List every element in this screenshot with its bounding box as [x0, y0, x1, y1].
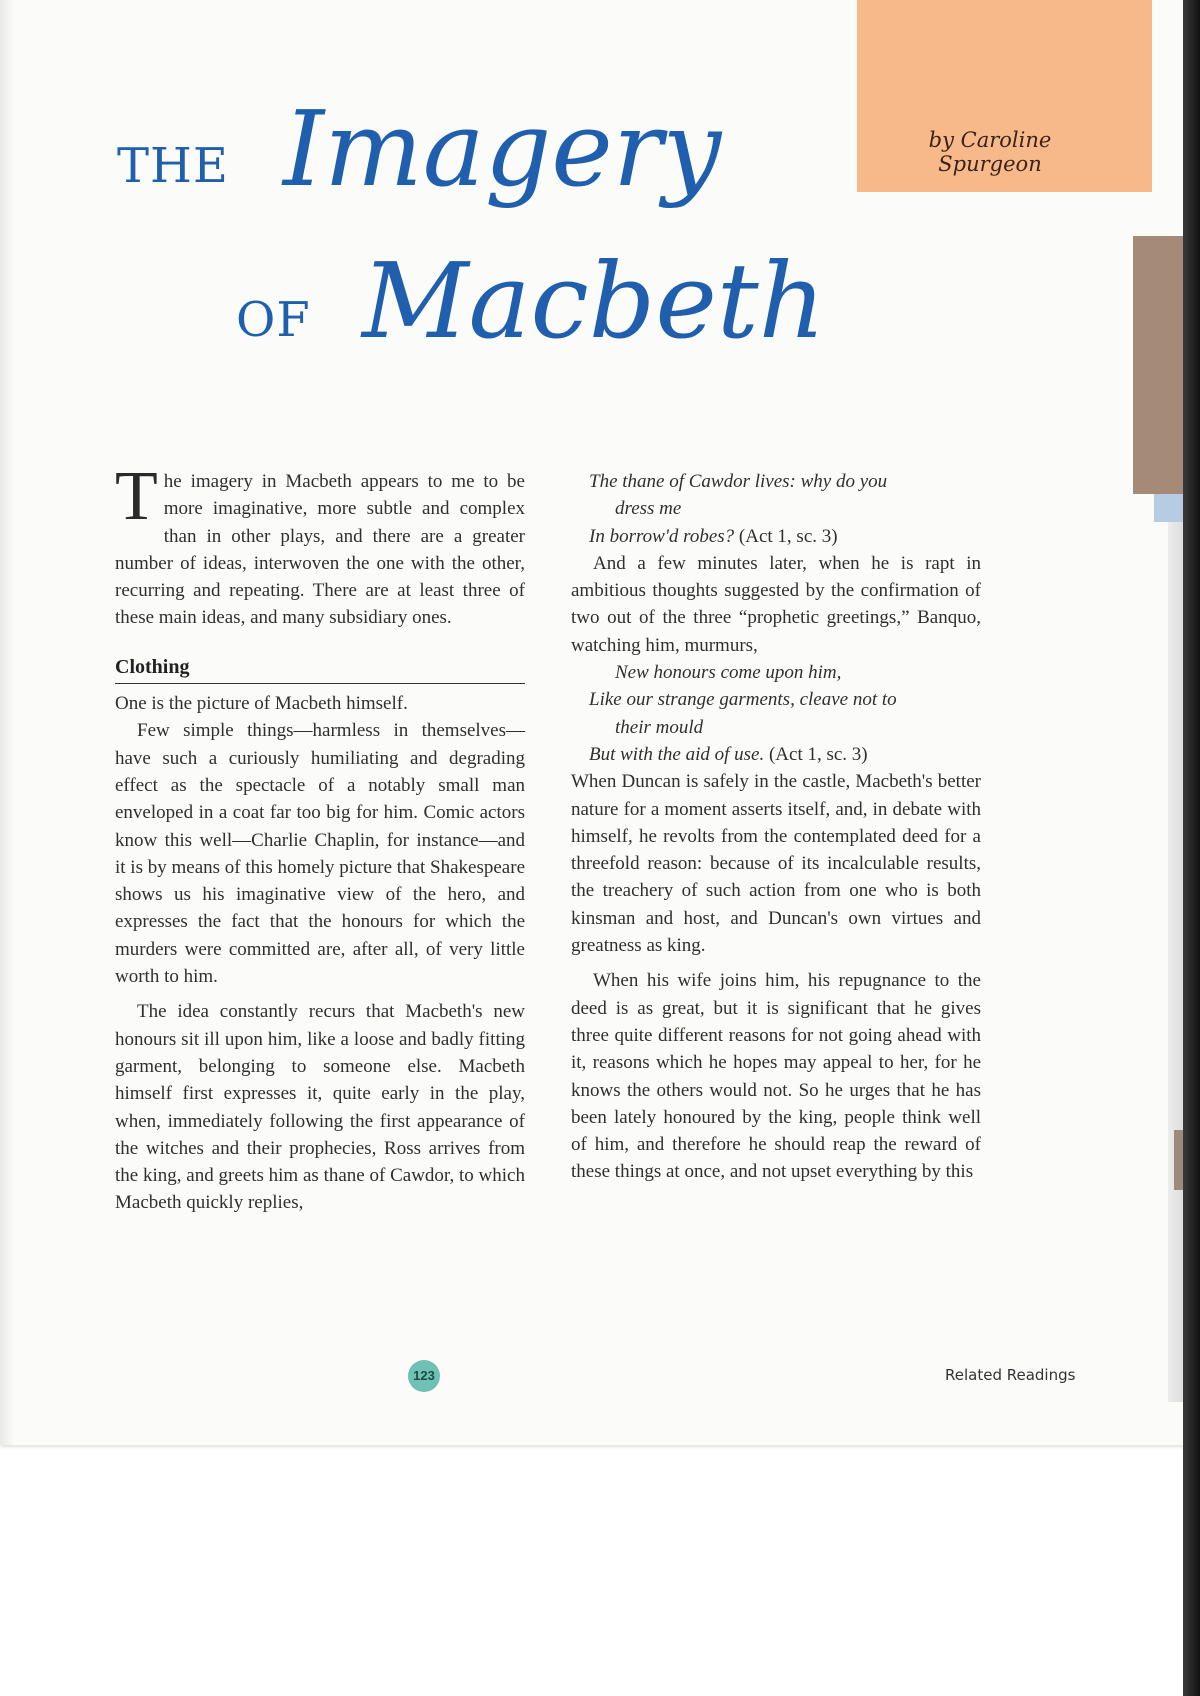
left-column — [115, 458, 525, 1217]
drop-cap: T — [115, 458, 158, 535]
quote-citation: (Act 1, sc. 3) — [764, 743, 868, 765]
page-edge — [0, 0, 14, 1445]
paragraph: The idea constantly recurs that Macbeth's new honours sit ill upon him, like a loose and badly fitting garment, belonging to someone else. Macbeth himself first expresses it, quite early in the play, when, immediately following the first appearance of the witches and their prophecies, Ross arrives from the king, and greets him as thane of Cawdor, to which Macbeth quickly replies, — [115, 1001, 525, 1214]
intro-paragraph — [115, 458, 525, 632]
footer-label: Related Readings — [945, 1366, 1076, 1384]
paragraph: One is the picture of Macbeth himself. — [115, 693, 408, 715]
section-heading: Clothing — [115, 654, 525, 684]
quote-text: But with the aid of use. — [589, 743, 765, 765]
right-column — [571, 468, 981, 1186]
intro-text: he imagery in Macbeth appears to me to be more imaginative, more subtle and complex than in other plays, and there are a greater number of ideas, interwoven the one with the other, recurring and repeating. There are at least three of these main ideas, and many subsidiary ones. — [115, 471, 525, 629]
quote-line: dress me — [615, 498, 682, 520]
quote-line: The thane of Cawdor lives: why do you — [589, 471, 888, 492]
paragraph: When Duncan is safely in the castle, Macbeth's better nature for a moment asserts itself, and, in debate with himself, he revolts from the contemplated deed for a threefold reason: because of its incalculable results, the treachery of such action from one who is both kinsman and host, and Duncan's own virtues and greatness as king. — [571, 771, 981, 957]
quote-line: New honours come upon him, — [615, 662, 842, 684]
paragraph: Few simple things—harmless in themselves—have such a curiously humiliating and degrading effect as the spectacle of a notably small man enveloped in a coat far too big for him. Comic actors know this well—Charlie Chaplin, for instance—and it is by means of this homely picture that Shakespeare shows us his imaginative view of the hero, and expresses the fact that the honours for which the murders were committed are, after all, of very little worth to him. — [115, 720, 525, 988]
quote-text: In borrow'd robes? — [589, 525, 735, 547]
paragraph: When his wife joins him, his repugnance to the deed is as great, but it is significant that he gives three quite different reasons for not going ahead with it, reasons which he hopes may appeal to her, for he knows the others would not. So he urges that he has been lately honoured by the king, people think well of him, and therefore he should reap the reward of these things at once, and not upset everything by this — [571, 970, 981, 1183]
title-the: THE — [117, 138, 229, 194]
page-tab-brown — [1133, 236, 1188, 494]
quote-line — [571, 523, 981, 550]
title-imagery: Imagery — [283, 88, 722, 210]
byline: by Caroline Spurgeon — [928, 128, 1052, 176]
quote-line: Like our strange garments, cleave not to — [589, 689, 897, 711]
title-macbeth: Macbeth — [362, 240, 826, 362]
quote-citation: (Act 1, sc. 3) — [734, 525, 838, 547]
book-spine — [1183, 0, 1200, 1696]
title-of: OF — [236, 292, 311, 348]
quote-line — [571, 741, 981, 768]
paragraph: And a few minutes later, when he is rapt in ambitious thoughts suggested by the confirmation of two out of the three “prophetic greetings,” Banquo, watching him, murmurs, — [571, 552, 981, 656]
page-number-badge: 123 — [408, 1360, 440, 1392]
quote-line: their mould — [615, 716, 704, 738]
